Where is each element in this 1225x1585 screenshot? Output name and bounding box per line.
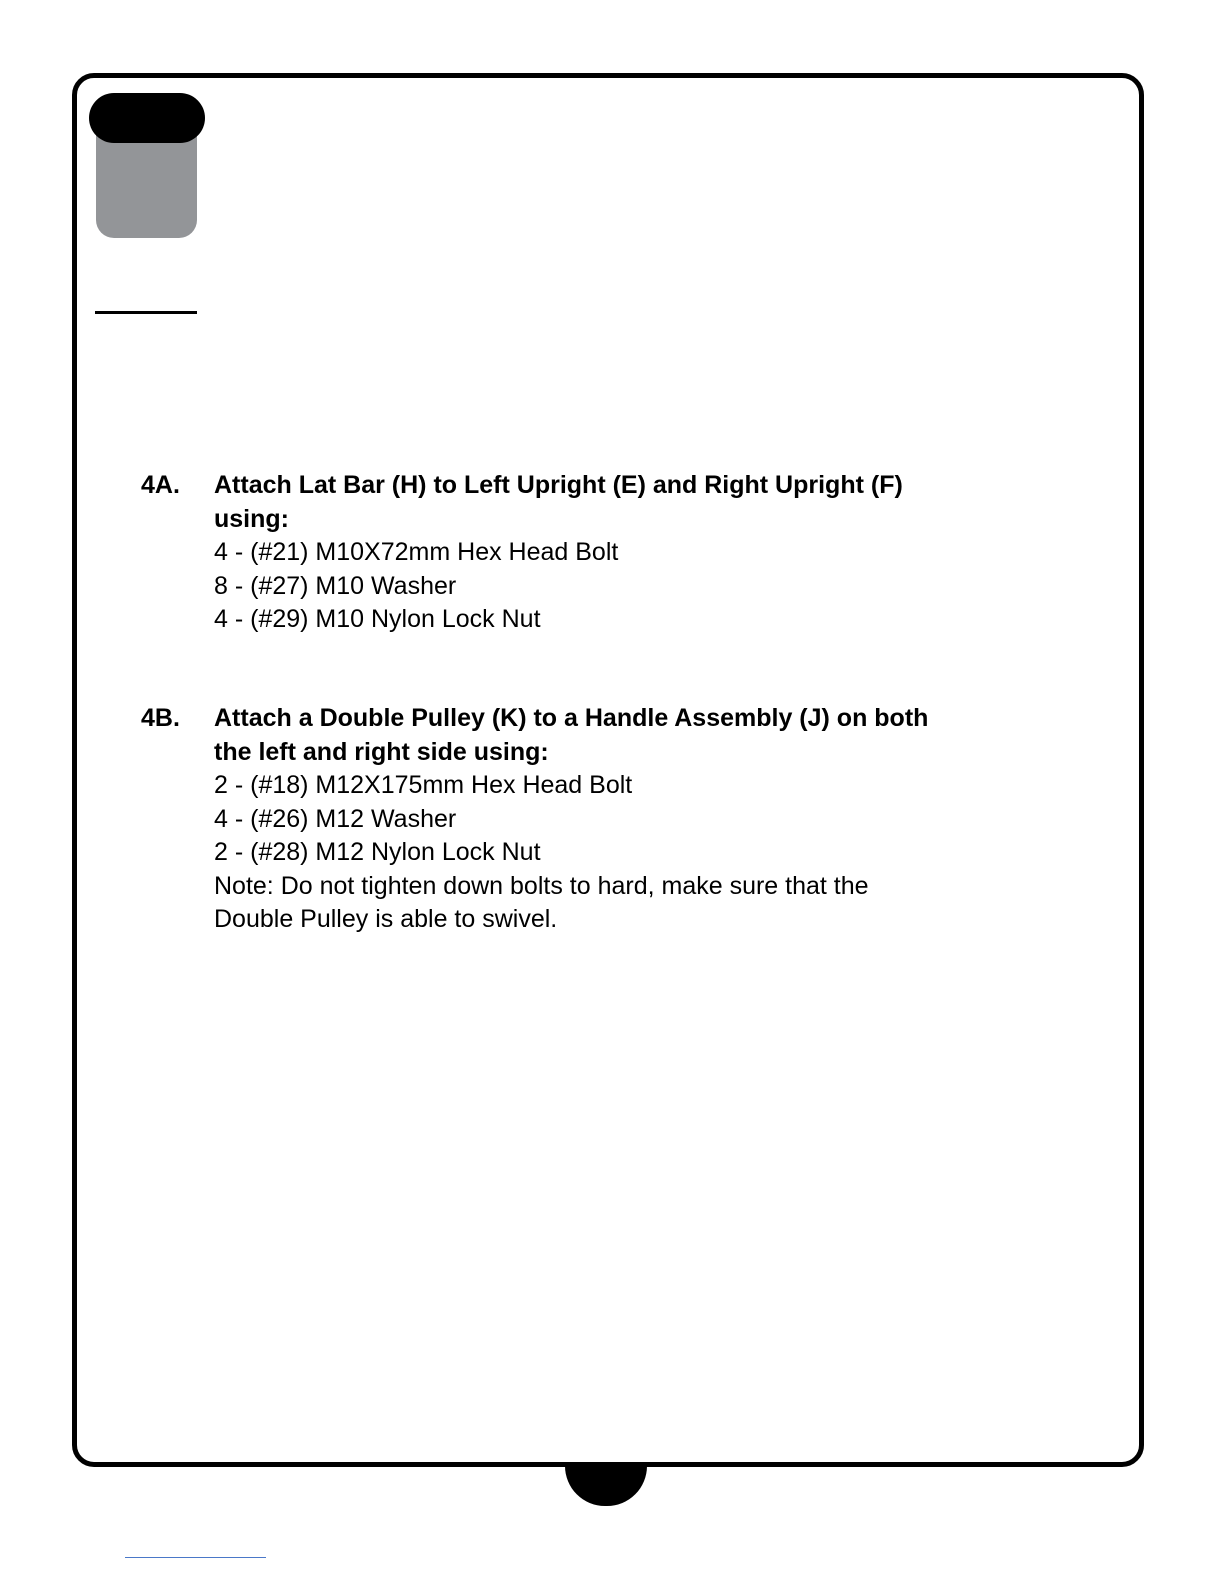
hardware-line: 4 - (#26) M12 Washer bbox=[214, 804, 457, 833]
step-number: 4A. bbox=[141, 471, 180, 499]
note-line: Note: Do not tighten down bolts to hard, make sure that the bbox=[214, 871, 869, 900]
step-tab-header bbox=[89, 93, 205, 143]
hardware-line: 2 - (#18) M12X175mm Hex Head Bolt bbox=[214, 771, 633, 799]
step-heading-line: Attach a Double Pulley (K) to a Handle Assembly (J) on both bbox=[214, 704, 929, 732]
hardware-line: 2 - (#28) M12 Nylon Lock Nut bbox=[214, 838, 541, 866]
page-number-tab bbox=[565, 1466, 647, 1506]
section-rule bbox=[95, 311, 197, 314]
note-line: Double Pulley is able to swivel. bbox=[214, 905, 558, 933]
hardware-line: 4 - (#21) M10X72mm Hex Head Bolt bbox=[214, 538, 619, 566]
step-number: 4B. bbox=[141, 704, 180, 732]
step-heading-line: using: bbox=[214, 504, 289, 533]
footer-link-underline bbox=[125, 1557, 266, 1558]
step-4b bbox=[141, 702, 1041, 937]
hardware-line: 8 - (#27) M10 Washer bbox=[214, 571, 457, 600]
step-4a bbox=[141, 469, 1041, 637]
step-heading-line: the left and right side using: bbox=[214, 737, 549, 766]
hardware-line: 4 - (#29) M10 Nylon Lock Nut bbox=[214, 605, 541, 633]
step-heading-line: Attach Lat Bar (H) to Left Upright (E) and Right Upright (F) bbox=[214, 471, 903, 499]
